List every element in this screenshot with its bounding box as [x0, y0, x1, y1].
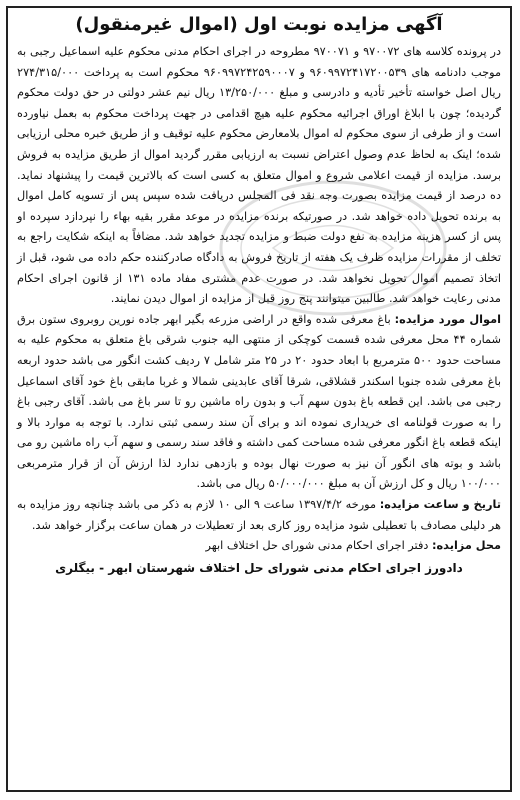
signature-line: دادورز اجرای احکام مدنی شورای حل اختلاف شهرستان ابهر - بیگلری	[55, 560, 463, 575]
datetime-text: مورخه ۱۳۹۷/۴/۲ ساعت ۹ الی ۱۰ لازم به ذکر می باشد چنانچه روز مزایده به هر دلیلی مصادف با تعطیلی شود مزایده روز کاری بعد از تعطیلات در همان ساعت برگزار خواهد شد.	[17, 498, 501, 532]
notice-title: آگهی مزایده نوبت اول (اموال غیرمنقول)	[75, 14, 443, 35]
datetime-label: تاریخ و ساعت مزایده:	[379, 498, 501, 512]
location-label: محل مزایده:	[431, 539, 501, 553]
location-section	[17, 536, 501, 557]
datetime-section	[17, 495, 501, 536]
property-label: اموال مورد مزایده:	[394, 312, 501, 326]
location-text: دفتر اجرای احکام مدنی شورای حل اختلاف ابهر	[205, 539, 432, 553]
notice-intro: در پرونده کلاسه های ۹۷۰۰۷۲ و ۹۷۰۰۷۱ مطروحه در اجرای احکام مدنی محکوم علیه اسماعیل رجبی به موجب دادنامه های ۹۶۰۹۹۷۲۴۱۷۲۰۰۵۳۹ و ۹۶۰۹۹۷۲۴۲۵۹۰۰۰۷ محکوم است به پرداخت ۲۷۴/۳۱۵/۰۰۰ ریال اصل خواسته تأخیر تأدیه و دادرسی و مبلغ ۱۳/۲۵۰/۰۰۰ ریال نیم عشر دولتی در حق دولت محکوم گردیده؛ چون با ابلاغ اوراق اجرائیه محکوم علیه هیچ اقدامی در جهت پرداخت محکوم به بعمل نیاورده است و از طرفی از سوی محکوم له اموال بلامعارض محکوم علیه توقیف و از طریق خبره محلی ارزیابی شده؛ اینک به لحاظ عدم وصول اعتراض نسبت به ارزیابی مقرر گردید اموال از طریق مزایده به فروش برسد. مزایده از قیمت اعلامی شروع و اموال متعلق به کسی است که بالاترین قیمت را پیشنهاد نماید. ده درصد از قیمت مزایده بصورت وجه نقد فی المجلس دریافت شده سپس پس از تسویه کامل اموال به برنده تحویل داده خواهد شد. در صورتیکه برنده مزایده در موعد مقرر بقیه بهاء را نپردازد سپرده او پس از کسر هزینه مزایده به نفع دولت ضبط و مزایده تجدید خواهد شد. مضافاً به اینکه شکایت راجع به تخلف از مقررات مزایده ظرف یک هفته از تاریخ فروش به دادگاه صادرکننده حکم داده می شود، قبل از اتخاذ تصمیم اموال تحویل نخواهد شد. در صورت عدم مشتری مفاد ماده ۱۳۱ از قانون اجرای احکام مدنی رعایت خواهد شد. طالبین میتوانند پنج روز قبل از مزایده از اموال دیدن نمایند.	[17, 45, 501, 306]
property-section	[17, 310, 501, 495]
property-text: باغ معرفی شده واقع در اراضی مزرعه بگیر ابهر جاده نورین روبروی ستون برق شماره ۴۴ محل معرفی شده قسمت کوچکی از منتهی الیه جنوب شرقی باغ متعلق به محکوم علیه به مساحت حدود ۵۰۰ مترمربع با ابعاد حدود ۲۰ در ۲۵ متر شامل ۷ ردیف کشت انگور می باشد حدود اربعه باغ معرفی شده جنوبا اسکندر قشلاقی، شرقا آقای عابدینی شمالا و غربا مابقی باغ خود آقای اسماعیل رجبی می باشد. این قطعه باغ بدون سهم آب و بدون راه ماشین رو تا سر باغ می باشد. آقای رجبی باغ را به صورت قولنامه ای خریداری نموده اند و برای آن سند رسمی ثبتی ندارد. با توجه به موارد بالا و اینکه قطعه باغ انگور معرفی شده مساحت کمی داشته و فاقد سند رسمی و سهم آب راه ماشین رو می باشد و بوته های انگور آن نیز به صورت نهال بوده و بازدهی ندارد لذا ارزش آن از قرار مترمربعی ۱۰۰/۰۰۰ ریال و کل ارزش آن به مبلغ ۵۰/۰۰۰/۰۰۰ ریال می باشد.	[17, 312, 502, 491]
auction-notice	[6, 6, 512, 792]
